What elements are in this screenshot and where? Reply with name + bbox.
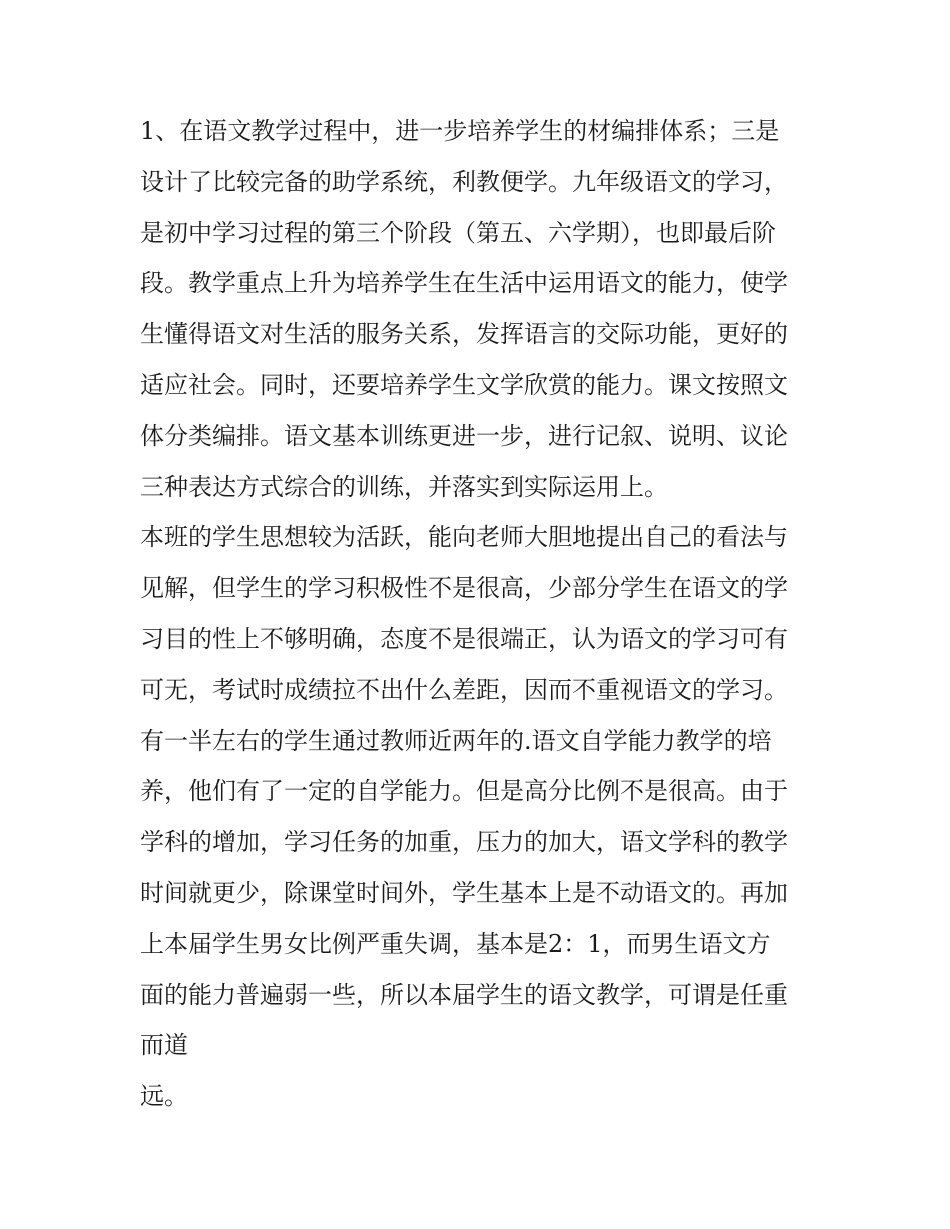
text-line: 远。 — [140, 1082, 188, 1111]
text-line: 而道 — [140, 1031, 188, 1060]
text-line: 可无，考试时成绩拉不出什么差距，因而不重视语文的学习。 — [140, 675, 788, 704]
text-line: 见解，但学生的学习积极性不是很高，少部分学生在语文的学 — [140, 574, 788, 603]
text-line: 三种表达方式综合的训练，并落实到实际运用上。 — [140, 472, 668, 501]
text-line: 有一半左右的学生通过教师近两年的.语文自学能力教学的培 — [140, 726, 772, 755]
document-body — [140, 106, 812, 1122]
text-line: 养，他们有了一定的自学能力。但是高分比例不是很高。由于 — [140, 777, 788, 806]
text-line: 上本届学生男女比例严重失调，基本是2：1，而男生语文方 — [140, 929, 771, 958]
text-line: 适应社会。同时，还要培养学生文学欣赏的能力。课文按照文 — [140, 370, 788, 399]
text-line: 生懂得语文对生活的服务关系，发挥语言的交际功能，更好的 — [140, 320, 788, 349]
text-line: 1、在语文教学过程中，进一步培养学生的材编排体系；三是 — [140, 117, 780, 145]
text-line: 时间就更少，除课堂时间外，学生基本上是不动语文的。再加 — [140, 878, 788, 907]
text-line: 本班的学生思想较为活跃，能向老师大胆地提出自己的看法与 — [140, 523, 788, 552]
text-line: 是初中学习过程的第三个阶段（第五、六学期），也即最后阶 — [140, 218, 776, 247]
text-line: 段。教学重点上升为培养学生在生活中运用语文的能力，使学 — [140, 269, 788, 298]
text-line: 体分类编排。语文基本训练更进一步，进行记叙、说明、议论 — [140, 421, 788, 450]
text-line: 面的能力普遍弱一些，所以本届学生的语文教学，可谓是任重 — [140, 980, 788, 1009]
text-line: 习目的性上不够明确，态度不是很端正，认为语文的学习可有 — [140, 624, 788, 653]
text-line: 学科的增加，学习任务的加重，压力的加大，语文学科的教学 — [140, 828, 788, 857]
text-line: 设计了比较完备的助学系统，利教便学。九年级语文的学习， — [140, 167, 788, 196]
